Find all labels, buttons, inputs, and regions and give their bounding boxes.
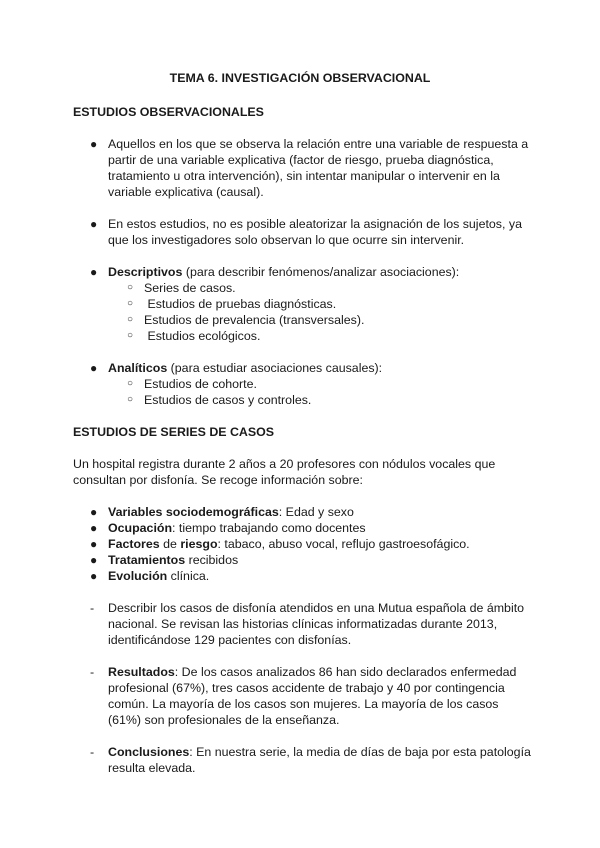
results-label: Resultados xyxy=(108,665,175,679)
variables-list xyxy=(73,504,533,584)
variable-mid: de xyxy=(159,537,181,551)
dash-marker: - xyxy=(90,665,95,679)
objective-item xyxy=(73,600,533,648)
list-item xyxy=(73,520,533,536)
results-text: : De los casos analizados 86 han sido declarados enfermedad profesional (67%), tres casos accidente de trabajo y 40 por contingencia común. La mayoría de los casos son mujeres. La mayoría de los casos (61%) son profesionales de la enseñanza. xyxy=(108,665,517,727)
bullet-marker: ● xyxy=(90,505,98,519)
analytic-label: Analíticos xyxy=(108,361,168,375)
variable-label: Factores xyxy=(108,537,160,551)
section-heading-case-series: ESTUDIOS DE SERIES DE CASOS xyxy=(73,425,275,439)
bullet-marker: ● xyxy=(90,569,98,583)
analytic-desc: (para estudiar asociaciones causales): xyxy=(167,361,383,375)
bullet-marker: ● xyxy=(90,137,98,151)
list-item xyxy=(108,280,533,296)
dash-marker: - xyxy=(90,745,95,759)
bullet-marker: ● xyxy=(90,361,98,375)
analytic-list xyxy=(73,360,533,408)
circle-marker: ○ xyxy=(127,378,134,389)
variable-label: Ocupación xyxy=(108,521,173,535)
circle-marker: ○ xyxy=(127,282,134,293)
results-item xyxy=(73,664,533,728)
list-item xyxy=(73,264,533,344)
list-item xyxy=(108,312,533,328)
bullet-marker: ● xyxy=(90,265,98,279)
circle-marker: ○ xyxy=(127,314,134,325)
descriptive-sublist xyxy=(108,280,533,344)
sub-item-text: Estudios de pruebas diagnósticas. xyxy=(144,297,337,311)
definition-text: Aquellos en los que se observa la relación entre una variable de respuesta a partir de una variable explicativa (factor de riesgo, prueba diagnóstica, tratamiento u otra intervención), sin intentar manipular o intervenir en la variable explicativa (causal). xyxy=(108,137,529,199)
sub-item-text: Estudios de cohorte. xyxy=(144,377,257,391)
variable-desc: : tabaco, abuso vocal, reflujo gastroesofágico. xyxy=(217,537,470,551)
conclusions-label: Conclusiones xyxy=(108,745,190,759)
descriptive-label: Descriptivos xyxy=(108,265,183,279)
list-item xyxy=(73,552,533,568)
sub-item-text: Estudios ecológicos. xyxy=(144,329,261,343)
descriptive-list xyxy=(73,264,533,344)
variable-desc: clínica. xyxy=(167,569,210,583)
variable-desc: : tiempo trabajando como docentes xyxy=(172,521,366,535)
objective-text: Describir los casos de disfonía atendidos en una Mutua española de ámbito nacional. Se revisan las historias clínicas informatizadas durante 2013, identificándose 129 pacientes con disfonías. xyxy=(108,601,525,647)
conclusions-text: : En nuestra serie, la media de días de baja por esta patología resulta elevada. xyxy=(108,745,531,775)
list-item xyxy=(73,568,533,584)
list-item xyxy=(73,536,533,552)
variable-label: Tratamientos xyxy=(108,553,186,567)
variable-label: Evolución xyxy=(108,569,168,583)
circle-marker: ○ xyxy=(127,394,134,405)
sub-item-text: Estudios de prevalencia (transversales). xyxy=(144,313,365,327)
dash-marker: - xyxy=(90,601,95,615)
list-item xyxy=(73,360,533,408)
variable-label: Variables sociodemográficas xyxy=(108,505,279,519)
intro-paragraph: Un hospital registra durante 2 años a 20 profesores con nódulos vocales que consultan por disfonía. Se recoge información sobre: xyxy=(73,457,496,487)
list-item xyxy=(108,328,533,344)
randomization-bullets xyxy=(73,216,533,248)
page-title: TEMA 6. INVESTIGACIÓN OBSERVACIONAL xyxy=(169,71,431,85)
section-heading-observational: ESTUDIOS OBSERVACIONALES xyxy=(73,105,264,119)
list-item xyxy=(108,392,533,408)
list-item xyxy=(73,216,533,248)
descriptive-desc: (para describir fenómenos/analizar asociaciones): xyxy=(182,265,460,279)
circle-marker: ○ xyxy=(127,330,134,341)
variable-label-2: riesgo xyxy=(180,537,218,551)
intro-bullets xyxy=(73,136,533,200)
variable-desc: : Edad y sexo xyxy=(278,505,354,519)
sub-item-text: Series de casos. xyxy=(144,281,236,295)
list-item xyxy=(73,504,533,520)
list-item xyxy=(108,296,533,312)
bullet-marker: ● xyxy=(90,217,98,231)
analytic-sublist xyxy=(108,376,533,408)
bullet-marker: ● xyxy=(90,553,98,567)
circle-marker: ○ xyxy=(127,298,134,309)
conclusions-item xyxy=(73,744,533,776)
list-item xyxy=(73,136,533,200)
variable-desc: recibidos xyxy=(185,553,239,567)
bullet-marker: ● xyxy=(90,537,98,551)
sub-item-text: Estudios de casos y controles. xyxy=(144,393,312,407)
randomization-text: En estos estudios, no es posible aleatorizar la asignación de los sujetos, ya que los investigadores solo observan lo que ocurre sin intervenir. xyxy=(108,217,522,247)
list-item xyxy=(108,376,533,392)
bullet-marker: ● xyxy=(90,521,98,535)
